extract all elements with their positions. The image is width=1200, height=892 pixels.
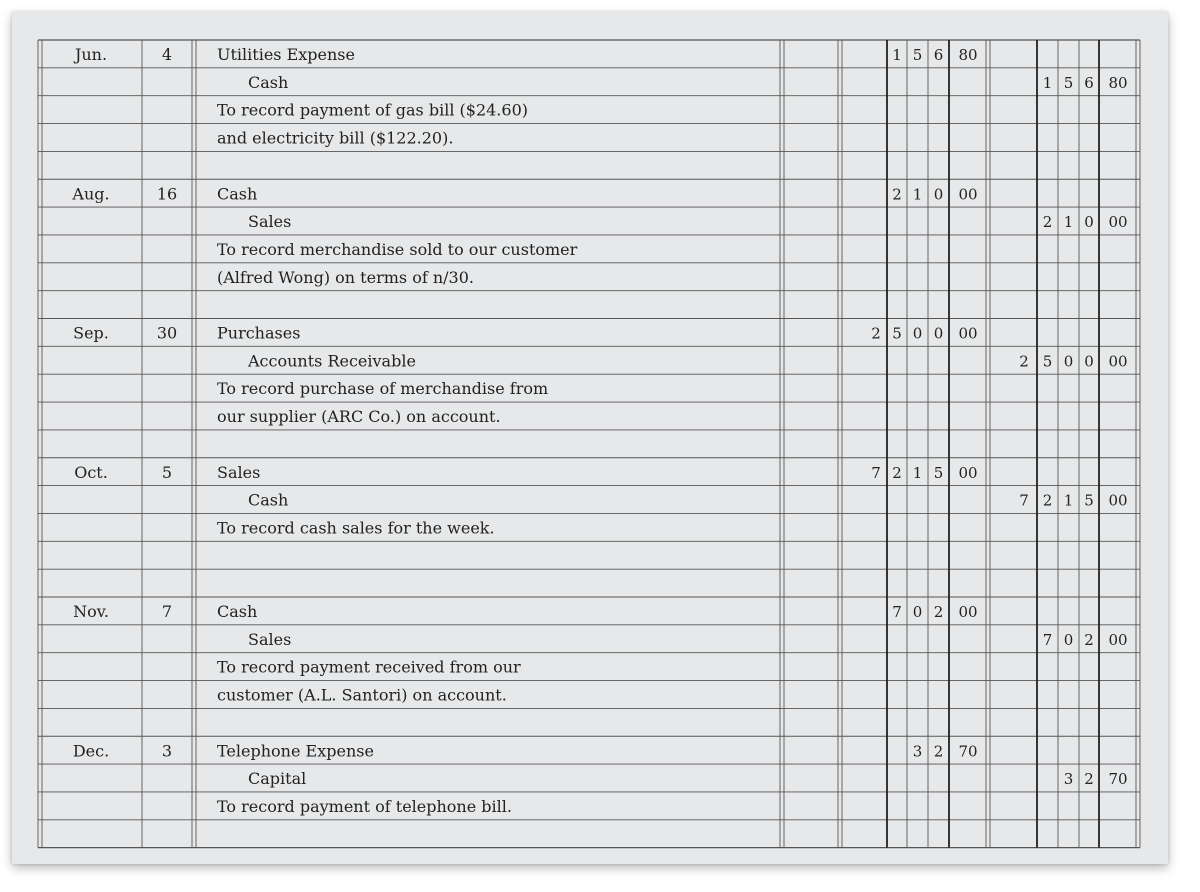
debit-amount-digit: 1 [912,185,923,204]
credit-amount-cents: 00 [1108,630,1128,649]
debit-amount-digit: 7 [892,603,902,621]
debit-account-title: Sales [217,462,261,482]
debit-account-title: Utilities Expense [217,45,355,64]
debit-account-title: Cash [217,184,258,204]
credit-amount-cents: 00 [1108,213,1128,232]
debit-amount-digit: 5 [912,46,923,64]
debit-amount-digit: 2 [892,463,902,482]
credit-amount-digit: 0 [1084,352,1094,371]
debit-amount-digit: 5 [933,463,944,482]
credit-amount-cents: 00 [1108,491,1128,510]
entry-day: 4 [161,45,173,64]
debit-amount-digit: 1 [912,463,923,482]
entry-explanation-line: and electricity bill ($122.20). [217,128,454,148]
entry-explanation-line: customer (A.L. Santori) on account. [217,685,507,705]
debit-amount-cents: 70 [958,742,978,761]
credit-amount-digit: 6 [1084,73,1094,92]
credit-amount-digit: 1 [1042,73,1053,92]
entry-day: 3 [161,741,173,761]
credit-amount-digit: 2 [1042,491,1053,510]
credit-amount-cents: 70 [1108,770,1128,789]
credit-amount-digit: 5 [1042,352,1053,371]
debit-amount-digit: 5 [892,324,902,343]
debit-amount-cents: 00 [958,324,978,343]
entry-explanation-line: To record payment of telephone bill. [217,796,512,816]
debit-amount-digit: 1 [892,46,902,64]
debit-amount-digit: 0 [933,185,944,204]
entry-day: 7 [161,602,173,621]
entry-explanation-line: To record payment of gas bill ($24.60) [217,100,528,120]
debit-amount-cents: 00 [958,185,978,204]
credit-amount-digit: 5 [1084,491,1094,510]
entry-month: Jun. [74,45,108,64]
debit-account-title: Purchases [217,323,301,343]
debit-amount-digit: 0 [912,324,923,343]
debit-amount-cents: 00 [958,463,978,482]
debit-amount-digit: 2 [892,185,902,204]
credit-amount-cents: 00 [1108,352,1128,371]
credit-amount-digit: 3 [1063,770,1074,789]
entry-day: 5 [161,462,173,482]
credit-amount-cents: 80 [1108,73,1128,92]
credit-amount-digit: 5 [1063,73,1074,92]
entry-explanation-line: our supplier (ARC Co.) on account. [217,407,501,427]
debit-account-title: Telephone Expense [217,741,374,761]
credit-amount-digit: 0 [1063,630,1074,649]
credit-amount-digit: 1 [1063,491,1074,510]
debit-amount-digit: 3 [912,742,923,761]
debit-amount-digit: 6 [933,46,944,64]
entry-month: Oct. [74,462,108,482]
credit-amount-digit: 1 [1063,213,1074,232]
entry-month: Nov. [73,602,109,621]
debit-amount-cents: 80 [958,46,978,64]
journal-entries [71,45,1127,816]
credit-account-title: Sales [248,212,292,232]
credit-account-title: Sales [248,629,292,649]
credit-account-title: Cash [248,490,289,510]
debit-amount-cents: 00 [958,603,978,621]
credit-account-title: Cash [248,72,289,92]
credit-amount-digit: 2 [1019,352,1029,371]
credit-amount-digit: 2 [1084,630,1094,649]
entry-explanation-line: To record cash sales for the week. [217,518,495,538]
debit-amount-digit: 2 [933,742,944,761]
entry-explanation-line: To record purchase of merchandise from [217,379,549,399]
entry-month: Sep. [73,323,109,343]
credit-account-title: Capital [248,769,307,789]
entry-month: Dec. [72,741,110,761]
credit-amount-digit: 7 [1042,630,1053,649]
entry-explanation-line: To record merchandise sold to our customer [217,239,578,259]
credit-amount-digit: 2 [1084,770,1094,789]
credit-account-title: Accounts Receivable [248,351,416,371]
credit-amount-digit: 0 [1063,352,1074,371]
debit-amount-digit: 0 [912,603,923,621]
credit-amount-digit: 2 [1042,213,1053,232]
credit-amount-digit: 0 [1084,213,1094,232]
debit-amount-digit: 0 [933,324,944,343]
debit-amount-digit: 2 [871,324,881,343]
debit-account-title: Cash [217,602,258,621]
journal-ruling [38,40,1140,848]
entry-month: Aug. [72,184,110,204]
entry-explanation-line: To record payment received from our [217,657,521,677]
entry-explanation-line: (Alfred Wong) on terms of n/30. [217,267,474,287]
credit-amount-digit: 7 [1019,491,1029,510]
entry-day: 16 [156,184,178,204]
debit-amount-digit: 7 [871,463,881,482]
entry-day: 30 [156,323,178,343]
debit-amount-digit: 2 [933,603,944,621]
